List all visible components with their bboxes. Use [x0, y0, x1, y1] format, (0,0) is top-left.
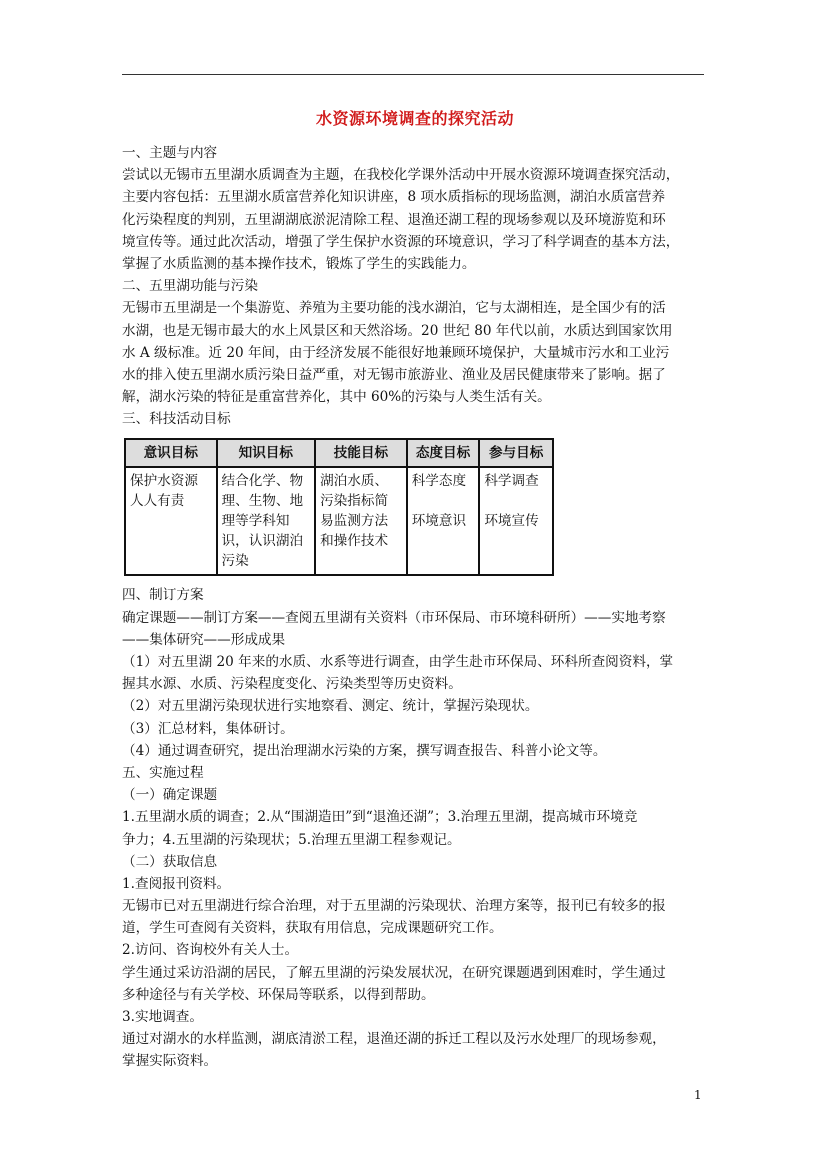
header-rule — [122, 74, 704, 75]
cell-spacer — [484, 491, 548, 511]
section-heading: 三、科技活动目标 — [122, 411, 231, 428]
paragraph-line: 尝试以无锡市五里湖水质调查为主题，在我校化学课外活动中开展水资源环境调查探究活动， — [122, 167, 680, 184]
cell-line: 结合化学、物 — [221, 473, 304, 490]
paragraph-line: 无锡市已对五里湖进行综合治理，对于五里湖的污染现状、治理方案等，报刊已有较多的报 — [122, 898, 666, 915]
paragraph-line: 确定课题——制订方案——查阅五里湖有关资料（市环保局、市环境科研所）——实地考察 — [122, 609, 666, 626]
cell-line: 人人有责 — [130, 493, 185, 510]
table-header-row — [125, 439, 553, 467]
cell-line: 污染 — [221, 553, 249, 570]
document-title: 水资源环境调查的探究活动 — [315, 109, 514, 128]
paragraph-line: 解，湖水污染的特征是重富营养化，其中 60%的污染与人类生活有关。 — [122, 389, 551, 406]
paragraph-line: （4）通过调查研究，提出治理湖水污染的方案，撰写调查报告、科普小论文等。 — [122, 742, 607, 759]
subsection-heading: （一）确定课题 — [122, 787, 218, 804]
table-header-cell: 知识目标 — [217, 439, 316, 467]
page-number: 1 — [694, 1088, 702, 1102]
section-heading: 五、实施过程 — [122, 764, 204, 781]
cell-line: 理等学科知 — [221, 513, 290, 530]
paragraph-line: 水的排入使五里湖水质污染日益严重，对无锡市旅游业、渔业及居民健康带来了影响。据了 — [122, 366, 666, 383]
table-header-cell: 态度目标 — [407, 439, 480, 467]
document-body — [122, 108, 708, 1073]
cell-line: 湖泊水质、 — [320, 473, 389, 490]
cell-spacer — [412, 491, 475, 511]
section-heading: 四、制订方案 — [122, 587, 204, 604]
paragraph-line: 握其水源、水质、污染程度变化、污染类型等历史资料。 — [122, 676, 462, 693]
cell-line: 科学调查 — [484, 473, 539, 490]
paragraph-line: （1）对五里湖 20 年来的水质、水系等进行调查，由学生赴市环保局、环科所查阅资料，掌 — [122, 654, 674, 670]
cell-line: 环境宣传 — [484, 513, 539, 530]
table-header-cell: 意识目标 — [125, 439, 217, 467]
paragraph-line: 学生通过采访沿湖的居民，了解五里湖的污染发展状况，在研究课题遇到困难时，学生通过 — [122, 964, 666, 981]
cell-line: 环境意识 — [411, 513, 467, 530]
cell-line: 保护水资源 — [130, 473, 198, 490]
cell-line: 和操作技术 — [320, 533, 389, 550]
paragraph-line: ——集体研究——形成成果 — [122, 631, 286, 648]
paragraph-line: 2.访问、咨询校外有关人士。 — [122, 942, 299, 959]
paragraph-line: 无锡市五里湖是一个集游览、养殖为主要功能的浅水湖泊，它与太湖相连，是全国少有的活 — [122, 300, 666, 317]
paragraph-line: 多种途径与有关学校、环保局等联系，以得到帮助。 — [122, 986, 435, 1003]
table-cell-attitude — [407, 467, 480, 575]
section-heading: 二、五里湖功能与污染 — [122, 278, 258, 295]
cell-line: 理、生物、地 — [221, 493, 304, 510]
subsection-heading: （二）获取信息 — [122, 853, 218, 870]
cell-line: 易监测方法 — [320, 513, 389, 530]
section-heading: 一、主题与内容 — [122, 145, 218, 161]
paragraph-line: 掌握了水质监测的基本操作技术，锻炼了学生的实践能力。 — [122, 255, 476, 272]
table-cell-skills — [315, 467, 407, 575]
cell-line: 科学态度 — [411, 473, 467, 490]
table-header-cell: 技能目标 — [315, 439, 407, 467]
paragraph-line: （2）对五里湖污染现状进行实地察看、测定、统计，掌握污染现状。 — [122, 698, 539, 715]
paragraph-line: 3.实地调查。 — [122, 1009, 203, 1025]
paragraph-line: 道，学生可查阅有关资料，获取有用信息，完成课题研究工作。 — [122, 920, 503, 937]
table-header-cell: 参与目标 — [479, 439, 553, 467]
paragraph-line: （3）汇总材料，集体研讨。 — [122, 720, 294, 737]
table-cell-awareness — [125, 467, 217, 575]
paragraph-line: 1.五里湖水质的调查；2.从“围湖造田”到“退渔还湖”；3.治理五里湖，提高城市环境竞 — [122, 809, 638, 826]
paragraph-line: 通过对湖水的水样监测，湖底清淤工程，退渔还湖的拆迁工程以及污水处理厂的现场参观， — [122, 1031, 666, 1048]
paragraph-line: 水 A 级标准。近 20 年间，由于经济发展不能很好地兼顾环境保护，大量城市污水和工业污 — [122, 344, 670, 361]
paragraph-line: 水湖，也是无锡市最大的水上风景区和天然浴场。20 世纪 80 年代以前，水质达到国家饮用 — [122, 322, 673, 339]
paragraph-line: 主要内容包括：五里湖水质富营养化知识讲座，8 项水质指标的现场监测，湖泊水质富营养 — [122, 189, 666, 206]
table-cell-participation — [479, 467, 553, 575]
cell-line: 污染指标简 — [320, 493, 389, 510]
paragraph-line: 境宣传等。通过此次活动，增强了学生保护水资源的环境意识，学习了科学调查的基本方法， — [122, 233, 680, 250]
paragraph-line: 1.查阅报刊资料。 — [122, 875, 231, 892]
table-row — [125, 467, 553, 575]
paragraph-line: 掌握实际资料。 — [122, 1053, 218, 1070]
goals-table — [124, 438, 554, 576]
table-cell-knowledge — [217, 467, 316, 575]
paragraph-line: 化污染程度的判别，五里湖湖底淤泥清除工程、退渔还湖工程的现场参观以及环境游览和环 — [122, 211, 666, 228]
paragraph-line: 争力；4.五里湖的污染现状；5.治理五里湖工程参观记。 — [122, 831, 461, 848]
cell-line: 识，认识湖泊 — [221, 533, 304, 550]
